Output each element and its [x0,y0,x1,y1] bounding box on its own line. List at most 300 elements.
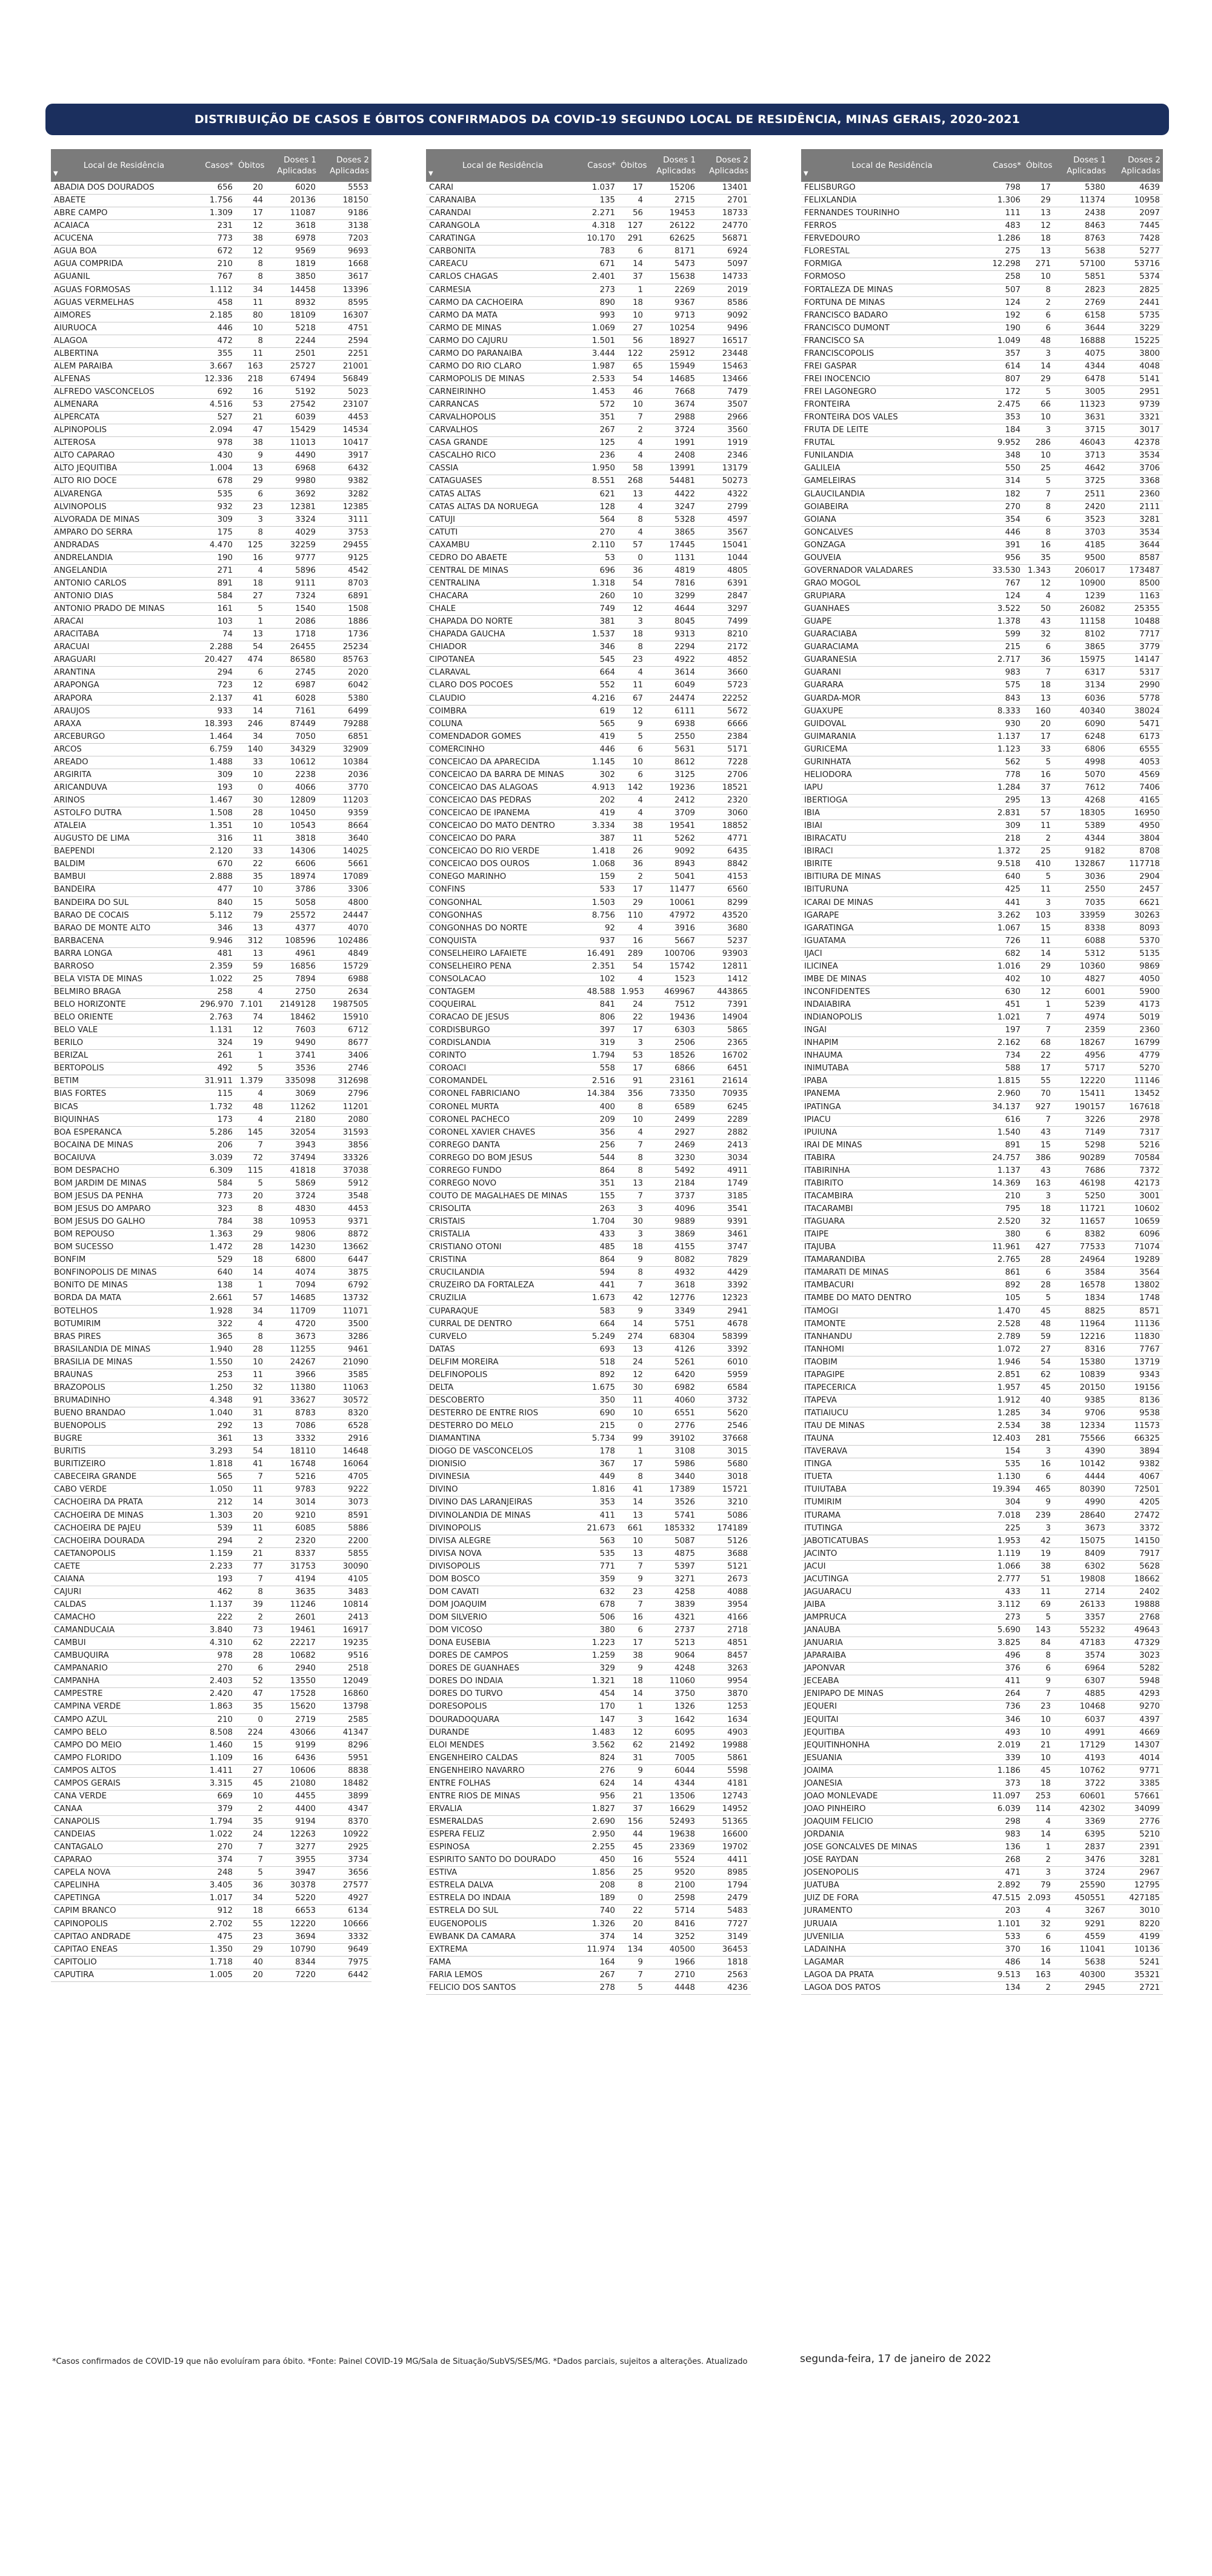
cell-local: FARIA LEMOS [426,1969,579,1981]
cell-local: ITUMIRIM [801,1497,983,1509]
cell-casos: 864 [579,1254,618,1267]
cell-doses1: 4990 [1054,1497,1108,1509]
cell-local: CATUJI [426,513,579,526]
cell-casos: 767 [197,271,236,284]
cell-obitos: 31 [236,1407,266,1420]
cell-doses2: 4639 [1108,182,1163,195]
cell-obitos: 386 [1024,1152,1054,1164]
header-local[interactable] [51,149,197,182]
cell-casos: 2.359 [197,960,236,973]
cell-obitos: 20 [236,1190,266,1203]
cell-casos: 8.756 [579,909,618,922]
cell-casos: 258 [983,271,1024,284]
cell-doses2: 3282 [319,488,371,501]
cell-local: FERROS [801,220,983,233]
table-row [426,335,751,347]
table-row [51,590,371,603]
cell-obitos: 57 [1024,807,1054,820]
table-row [801,999,1163,1012]
cell-obitos: 289 [618,947,646,960]
cell-obitos: 6 [236,488,266,501]
table-row [426,1292,751,1305]
cell-doses1: 2269 [646,284,698,296]
cell-obitos: 20 [236,1969,266,1981]
cell-local: FRONTEIRA DOS VALES [801,412,983,424]
cell-casos: 164 [579,1956,618,1969]
cell-local: LAGOA DOS PATOS [801,1981,983,1994]
table-row [426,1560,751,1573]
cell-casos: 1.306 [983,195,1024,207]
cell-doses1: 4060 [646,1394,698,1407]
cell-casos: 1.470 [983,1305,1024,1318]
table-row [426,207,751,220]
header-doses1[interactable]: Doses 1 Aplicadas [266,149,319,182]
cell-obitos: 6 [1024,1930,1054,1943]
header-obitos[interactable]: Óbitos [1024,149,1054,182]
cell-doses1: 5397 [646,1560,698,1573]
cell-casos: 304 [983,1497,1024,1509]
table-row [426,1981,751,1994]
table-row [51,922,371,935]
cell-obitos: 1 [1024,999,1054,1012]
header-local[interactable] [426,149,579,182]
cell-obitos: 8 [618,1880,646,1892]
cell-local: EXTREMA [426,1943,579,1956]
cell-doses2: 4569 [1108,769,1163,781]
table-row [801,1624,1163,1637]
cell-local: BOCAIUVA [51,1152,197,1164]
table-row [51,1713,371,1726]
cell-obitos: 4 [1024,1816,1054,1829]
cell-doses2: 9222 [319,1484,371,1497]
table-row [801,424,1163,437]
cell-casos: 31.911 [197,1075,236,1088]
table-row [51,1356,371,1369]
cell-doses2: 6988 [319,973,371,986]
cell-obitos: 3 [236,513,266,526]
cell-casos: 1.137 [983,730,1024,743]
cell-local: IBIRACATU [801,833,983,846]
cell-casos: 1.940 [197,1343,236,1356]
header-doses1[interactable]: Doses 1 Aplicadas [646,149,698,182]
cell-doses1: 6095 [646,1726,698,1739]
cell-obitos: 8 [618,1164,646,1177]
table-row [51,412,371,424]
cell-local: IBITIURA DE MINAS [801,871,983,884]
cell-local: ESPERA FELIZ [426,1829,579,1841]
header-local[interactable] [801,149,983,182]
cell-casos: 682 [983,947,1024,960]
cell-doses1: 2438 [1054,207,1108,220]
cell-doses1: 3574 [1054,1650,1108,1663]
cell-doses1: 19638 [646,1829,698,1841]
cell-casos: 507 [983,284,1024,296]
cell-doses1: 11964 [1054,1318,1108,1330]
cell-obitos: 13 [618,1547,646,1560]
table-row [426,1624,751,1637]
cell-doses1: 5380 [1054,182,1108,195]
cell-doses2: 5959 [698,1369,751,1381]
cell-casos: 14.369 [983,1177,1024,1190]
cell-obitos: 17 [618,1024,646,1037]
header-doses2[interactable]: Doses 2 Aplicadas [319,149,371,182]
cell-casos: 136 [983,1841,1024,1854]
cell-doses2: 14733 [698,271,751,284]
cell-casos: 1.017 [197,1892,236,1905]
cell-local: ESPIRITO SANTO DO DOURADO [426,1854,579,1867]
cell-casos: 1.827 [579,1803,618,1815]
table-row [426,526,751,539]
cell-doses2: 79288 [319,718,371,730]
cell-local: IPABA [801,1075,983,1088]
cell-obitos: 29 [1024,195,1054,207]
cell-doses1: 7894 [266,973,319,986]
cell-doses2: 8320 [319,1407,371,1420]
cell-casos: 5.249 [579,1330,618,1343]
cell-casos: 155 [579,1190,618,1203]
cell-local: CARMO DO PARANAIBA [426,347,579,360]
sort-down-icon[interactable]: ▼ [428,170,433,177]
cell-local: JANUARIA [801,1637,983,1650]
header-casos[interactable]: Casos* [983,149,1024,182]
cell-obitos: 7 [1024,1688,1054,1701]
cell-local: CONCEICAO DOS OUROS [426,858,579,871]
cell-obitos: 13 [1024,795,1054,807]
cell-doses1: 4444 [1054,1471,1108,1484]
cell-doses1: 15949 [646,360,698,373]
cell-doses2: 15910 [319,1012,371,1024]
cell-local: CARANDAI [426,207,579,220]
table-row [801,322,1163,335]
cell-doses1: 9980 [266,475,319,488]
cell-local: CAPITAO ENEAS [51,1943,197,1956]
table-row [51,1930,371,1943]
cell-casos: 983 [983,1829,1024,1841]
cell-doses1: 2408 [646,450,698,462]
header-casos[interactable]: Casos* [579,149,618,182]
cell-local: FREI GASPAR [801,360,983,373]
cell-local: IPIACU [801,1113,983,1126]
cell-local: BRASILANDIA DE MINAS [51,1343,197,1356]
table-row [801,386,1163,399]
cell-local: JEQUITIBA [801,1726,983,1739]
cell-doses2: 2457 [1108,884,1163,896]
cell-casos: 74 [197,629,236,641]
cell-doses1: 2100 [646,1880,698,1892]
header-obitos[interactable]: Óbitos [618,149,646,182]
cell-casos: 256 [579,1139,618,1152]
cell-casos: 270 [983,501,1024,513]
cell-obitos: 31 [618,1752,646,1764]
cell-doses2: 2882 [698,1126,751,1139]
cell-obitos: 17 [618,182,646,195]
cell-obitos: 2 [618,424,646,437]
cell-doses1: 57100 [1054,258,1108,271]
cell-doses1: 3526 [646,1497,698,1509]
cell-casos: 9.513 [983,1969,1024,1981]
cell-casos: 367 [579,1458,618,1471]
cell-doses1: 5714 [646,1905,698,1918]
cell-casos: 9.952 [983,437,1024,450]
cell-local: FAMA [426,1956,579,1969]
table-row [426,820,751,833]
cell-casos: 1.815 [983,1075,1024,1088]
cell-doses1: 12220 [266,1918,319,1930]
cell-casos: 3.293 [197,1446,236,1458]
cell-local: ITABIRINHA [801,1164,983,1177]
cell-doses2: 5723 [698,679,751,692]
cell-doses2: 56849 [319,373,371,385]
cell-doses1: 4377 [266,922,319,935]
cell-casos: 147 [579,1713,618,1726]
cell-casos: 1.467 [197,795,236,807]
cell-doses1: 10762 [1054,1764,1108,1777]
cell-doses2: 12795 [1108,1880,1163,1892]
cell-obitos: 45 [236,1777,266,1790]
cell-casos: 1.794 [197,1816,236,1829]
header-doses1[interactable]: Doses 1 Aplicadas [1054,149,1108,182]
cell-obitos: 20 [1024,718,1054,730]
cell-local: FORTUNA DE MINAS [801,296,983,309]
cell-doses2: 3770 [319,781,371,794]
cell-doses2: 5141 [1108,373,1163,385]
cell-obitos: 17 [1024,730,1054,743]
cell-local: DORES DE CAMPOS [426,1650,579,1663]
cell-obitos: 13 [1024,207,1054,220]
sort-down-icon[interactable]: ▼ [53,170,58,177]
cell-local: GOUVEIA [801,552,983,564]
cell-local: BOM DESPACHO [51,1164,197,1177]
table-row [51,1152,371,1164]
cell-obitos: 18 [618,629,646,641]
cell-doses1: 6049 [646,679,698,692]
table-row [801,1101,1163,1113]
cell-doses1: 2420 [1054,501,1108,513]
cell-doses2: 16917 [319,1624,371,1637]
cell-obitos: 7 [236,1139,266,1152]
cell-obitos: 11 [236,1522,266,1535]
cell-casos: 115 [197,1088,236,1101]
table-row [426,616,751,629]
cell-doses1: 11323 [1054,399,1108,412]
cell-casos: 450 [579,1854,618,1867]
cell-casos: 1.794 [579,1050,618,1063]
cell-obitos: 2 [1024,1981,1054,1994]
table-row [51,271,371,284]
cell-obitos: 2 [1024,833,1054,846]
cell-doses1: 4074 [266,1267,319,1280]
cell-casos: 678 [197,475,236,488]
cell-obitos: 4 [236,1088,266,1101]
cell-doses2: 4800 [319,896,371,909]
cell-local: DIVISOPOLIS [426,1560,579,1573]
cell-doses2: 8985 [698,1867,751,1880]
cell-casos: 4.348 [197,1394,236,1407]
cell-local: CUPARAQUE [426,1305,579,1318]
cell-casos: 203 [983,1905,1024,1918]
cell-local: ANDRADAS [51,539,197,552]
cell-doses1: 9569 [266,245,319,258]
table-row [51,756,371,769]
cell-obitos: 103 [1024,909,1054,922]
cell-obitos: 25 [1024,462,1054,475]
cell-casos: 264 [983,1688,1024,1701]
cell-obitos: 13 [236,947,266,960]
cell-casos: 3.315 [197,1777,236,1790]
table-row [51,1484,371,1497]
cell-casos: 1.022 [197,1829,236,1841]
cell-local: ENTRE RIOS DE MINAS [426,1790,579,1803]
cell-casos: 425 [983,884,1024,896]
cell-doses2: 5951 [319,1752,371,1764]
cell-obitos: 8 [236,1586,266,1598]
cell-casos: 323 [197,1203,236,1216]
cell-local: GUARACIAMA [801,641,983,654]
cell-local: ITATIAIUCU [801,1407,983,1420]
header-doses2[interactable]: Doses 2 Aplicadas [1108,149,1163,182]
cell-doses1: 6589 [646,1101,698,1113]
table-row [426,679,751,692]
cell-obitos: 12 [236,1024,266,1037]
table-row [51,743,371,756]
cell-casos: 492 [197,1063,236,1075]
cell-local: BOM JESUS DO AMPARO [51,1203,197,1216]
table-row [801,552,1163,564]
cell-doses2: 9382 [319,475,371,488]
cell-obitos: 143 [1024,1624,1054,1637]
cell-doses1: 8932 [266,296,319,309]
cell-local: ENTRE FOLHAS [426,1777,579,1790]
table-row [426,1752,751,1764]
cell-doses2: 3660 [698,667,751,679]
cell-casos: 493 [983,1726,1024,1739]
cell-local: CAMACHO [51,1612,197,1624]
header-obitos[interactable]: Óbitos [236,149,266,182]
cell-doses2: 3281 [1108,1854,1163,1867]
header-doses2[interactable]: Doses 2 Aplicadas [698,149,751,182]
cell-local: BOM SUCESSO [51,1241,197,1254]
cell-doses1: 47972 [646,909,698,922]
cell-local: DORES DE GUANHAES [426,1663,579,1675]
cell-doses2: 14150 [1108,1535,1163,1547]
table-row [801,1841,1163,1854]
table-row [51,795,371,807]
cell-local: ARAXA [51,718,197,730]
cell-doses2: 72501 [1108,1484,1163,1497]
cell-doses2: 7767 [1108,1343,1163,1356]
table-row [801,220,1163,233]
cell-doses1: 5058 [266,896,319,909]
cell-doses1: 8337 [266,1547,319,1560]
table-row [426,437,751,450]
cell-casos: 212 [197,1497,236,1509]
cell-doses2: 5855 [319,1547,371,1560]
cell-doses2: 37668 [698,1433,751,1446]
cell-casos: 1.987 [579,360,618,373]
cell-doses2: 1919 [698,437,751,450]
cell-local: CATAS ALTAS [426,488,579,501]
table-row [426,629,751,641]
cell-doses2: 4293 [1108,1688,1163,1701]
cell-doses1: 87449 [266,718,319,730]
table-row [801,1458,1163,1471]
table-row [51,552,371,564]
cell-local: CARMO DE MINAS [426,322,579,335]
cell-doses2: 2701 [698,195,751,207]
cell-doses1: 3966 [266,1369,319,1381]
table-row [801,1713,1163,1726]
cell-doses2: 2673 [698,1573,751,1586]
cell-casos: 441 [983,896,1024,909]
header-casos[interactable]: Casos* [197,149,236,182]
cell-local: ESTRELA DO INDAIA [426,1892,579,1905]
cell-doses1: 8045 [646,616,698,629]
cell-obitos: 7.101 [236,999,266,1012]
table-row [801,1012,1163,1024]
cell-doses1: 3299 [646,590,698,603]
cell-casos: 4.913 [579,781,618,794]
table-row [51,1701,371,1713]
table-row [426,373,751,385]
cell-local: BURITIS [51,1446,197,1458]
cell-casos: 12.403 [983,1433,1024,1446]
cell-local: JOAO PINHEIRO [801,1803,983,1815]
cell-local: ARCOS [51,743,197,756]
cell-obitos: 8 [1024,1650,1054,1663]
cell-doses1: 3252 [646,1930,698,1943]
cell-doses1: 6436 [266,1752,319,1764]
cell-local: DELFIM MOREIRA [426,1356,579,1369]
cell-obitos: 18 [1024,233,1054,245]
cell-local: CAMPANARIO [51,1663,197,1675]
cell-casos: 329 [579,1663,618,1675]
cell-doses1: 7512 [646,999,698,1012]
cell-doses2: 3954 [698,1598,751,1611]
cell-casos: 33.530 [983,564,1024,577]
cell-doses2: 4429 [698,1267,751,1280]
cell-obitos: 54 [618,577,646,590]
cell-local: BARAO DE MONTE ALTO [51,922,197,935]
cell-casos: 983 [983,667,1024,679]
cell-doses2: 8370 [319,1816,371,1829]
cell-doses2: 8457 [698,1650,751,1663]
table-row [801,667,1163,679]
cell-casos: 535 [197,488,236,501]
cell-doses2: 8296 [319,1739,371,1752]
cell-casos: 1.250 [197,1381,236,1394]
cell-doses1: 24267 [266,1356,319,1369]
table-row [801,1471,1163,1484]
cell-doses2: 2594 [319,335,371,347]
cell-doses2: 6134 [319,1905,371,1918]
cell-doses1: 3869 [646,1229,698,1241]
table-row [51,730,371,743]
sort-down-icon[interactable]: ▼ [804,170,808,177]
cell-doses2: 6096 [1108,1229,1163,1241]
cell-obitos: 6 [236,1663,266,1675]
table-row [801,207,1163,220]
table-row [51,1841,371,1854]
cell-casos: 3.262 [983,909,1024,922]
cell-obitos: 36 [236,1880,266,1892]
cell-casos: 346 [579,641,618,654]
cell-casos: 4.470 [197,539,236,552]
cell-doses2: 4779 [1108,1050,1163,1063]
cell-doses1: 1540 [266,603,319,616]
cell-doses1: 4819 [646,564,698,577]
cell-doses1: 6001 [1054,986,1108,998]
cell-casos: 2.892 [983,1880,1024,1892]
